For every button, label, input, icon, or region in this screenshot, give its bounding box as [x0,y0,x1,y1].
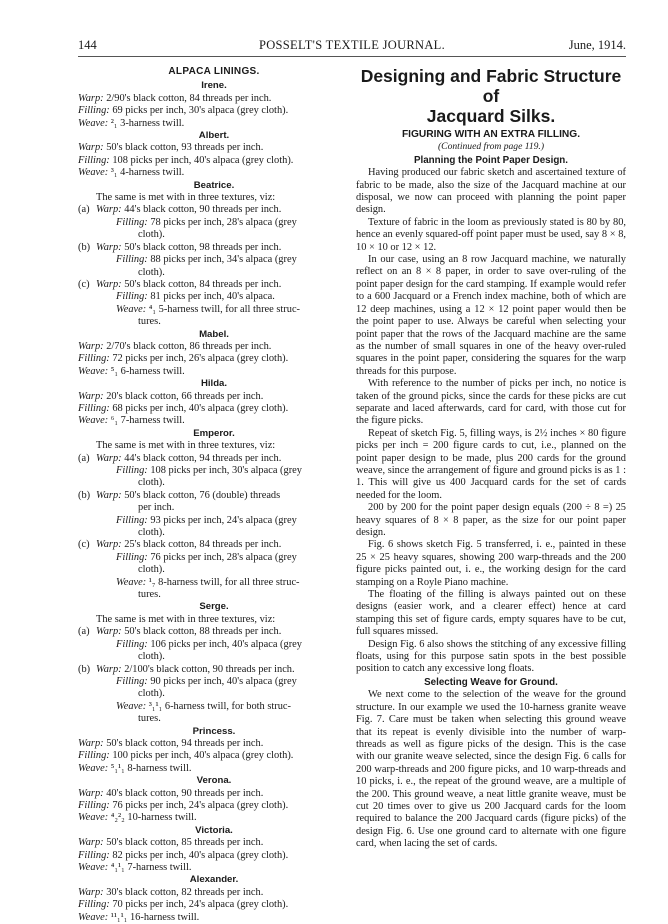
spec-label: Warp: [96,278,125,290]
spec-line [78,763,350,775]
spec-label: Filling: [78,105,113,117]
spec-line [78,589,350,601]
spec-value: 50's black cotton, 93 threads per inch. [106,142,264,154]
spec-line [78,639,350,651]
spec-value: 69 picks per inch, 30's alpaca (grey cloth). [112,105,289,117]
spec-label: Weave: [78,167,111,179]
spec-value: ⁴₁¹₁ 7-harness twill. [110,862,192,873]
spec-line [78,626,350,638]
spec-value: 72 picks per inch, 26's alpaca (grey cloth). [112,353,289,365]
spec-value: cloth). [138,564,165,576]
spec-line [78,899,350,911]
issue-date: June, 1914. [568,38,626,52]
spec-value: per inch. [138,502,175,514]
spec-line [78,490,350,502]
article-title-line-2: Jacquard Silks. [426,106,556,126]
spec-line [78,217,350,229]
spec-label: Warp: [96,539,125,551]
spec-label: Weave: [78,911,111,923]
spec-line [78,564,350,576]
spec-value: 108 picks per inch, 30's alpaca (grey [150,465,302,476]
spec-line [78,477,350,489]
spec-value: 44's black cotton, 90 threads per inch. [124,204,282,216]
spec-line [78,713,350,725]
article-title [356,66,626,126]
header-rule [78,56,626,57]
spec-label: Weave: [116,700,149,712]
spec-label: Filling: [78,402,113,414]
spec-value: tures. [138,713,161,725]
spec-label: Warp: [96,489,125,501]
running-head [78,38,626,54]
spec-value: cloth). [138,688,165,700]
body-paragraph: Repeat of sketch Fig. 5, filling ways, is 2½ inches × 80 figure picks per inch = 200 figure cards to cut, i.e., planned on the point paper design to be made, plus 200 cards for the ground weave, since the arrangement of figure and ground picks is as 1 : 1. This will give us 400 Jacquard cards for the set of cards needed for the loom. [356,427,626,501]
spec-line [78,304,350,316]
body-paragraph: 200 by 200 for the point paper design equals (200 ÷ 8 =) 25 heavy squares of 8 × 8 paper, as the size for our point paper design. [356,502,626,538]
spec-line [78,403,350,415]
spec-label: Filling: [116,291,151,303]
spec-label: Filling: [116,465,151,476]
spec-line [78,651,350,663]
spec-value: cloth). [138,527,165,539]
left-column [78,66,350,924]
heading-point-paper: Planning the Point Paper Design. [413,154,569,166]
spec-label: Weave: [78,812,111,824]
spec-line [78,701,350,713]
spec-label: Warp: [78,92,107,104]
spec-value: ⁴₁ 5-harness twill, for all three struc- [148,303,301,315]
spec-label: Weave: [78,365,111,377]
spec-line [78,353,350,365]
spec-value: ⁴₂²₂ 10-harness twill. [110,812,197,824]
spec-line [78,366,350,378]
body-section-2 [356,689,626,850]
spec-value: 50's black cotton, 76 (double) threads [124,489,281,501]
spec-label: Warp: [78,886,107,898]
spec-value: 25's black cotton, 84 threads per inch. [124,539,282,551]
page-number: 144 [78,38,97,52]
spec-label: Warp: [78,837,107,849]
fabric-name: Albert. [198,130,230,142]
spec-label: Warp: [96,452,125,464]
spec-line [78,254,350,266]
option-label: (c) [78,278,90,290]
option-label: (c) [78,539,90,551]
spec-value: cloth). [138,266,165,278]
spec-line [78,291,350,303]
spec-line [78,192,350,204]
body-section-1 [356,167,626,676]
spec-value: 50's black cotton, 88 threads per inch. [124,626,282,638]
spec-line [78,155,350,167]
fabric-name: Mabel. [199,328,229,340]
spec-label: Warp: [78,340,107,352]
spec-value: ⁵₁ 6-harness twill. [110,365,185,377]
spec-line [78,837,350,849]
fabric-name: Beatrice. [193,179,235,191]
spec-value: cloth). [138,229,165,241]
spec-value: 50's black cotton, 94 threads per inch. [106,737,264,749]
fabric-name: Emperor. [193,427,235,439]
spec-label: Warp: [78,787,107,799]
spec-line [78,440,350,452]
spec-value: 50's black cotton, 84 threads per inch. [124,278,282,290]
spec-line [78,279,350,291]
fabric-name: Serge. [199,601,229,613]
spec-label: Weave: [78,117,111,129]
spec-value: 30's black cotton, 82 threads per inch. [106,886,264,898]
spec-line [78,391,350,403]
spec-line [78,664,350,676]
spec-label: Filling: [78,899,113,911]
journal-title: POSSELT'S TEXTILE JOURNAL. [258,38,446,52]
body-paragraph: With reference to the number of picks per inch, no notice is taken of the ground picks, since the cards for these picks are cut separate and laced afterwards, card for card, with those cut for the figure picks. [356,378,626,427]
spec-value: 93 picks per inch, 24's alpaca (grey [150,514,297,526]
spec-line [78,577,350,589]
spec-label: Warp: [78,737,107,749]
spec-line [78,539,350,551]
body-paragraph: Having produced our fabric sketch and ascertained texture of fabric to be made, also the size of the Jacquard machine at our disposal, we now can proceed with planning the point paper design. [356,167,626,216]
spec-label: Weave: [116,303,149,315]
spec-line [78,688,350,700]
spec-value: 90 picks per inch, 40's alpaca (grey [150,675,297,687]
spec-line [78,415,350,427]
spec-line [78,453,350,465]
spec-line [78,242,350,254]
spec-label: Filling: [116,675,151,687]
body-paragraph: In our case, using an 8 row Jacquard machine, we naturally reflect on an 8 × 8 paper, in order to save over-ruling of the point paper design for the card stamping. If example would refer to a 600 Jacquard or a French index machine, both of which are 12 deep machines, using a 12 × 12 point paper would then be the point paper to use. Always be careful when selecting your point paper that the rows of the Jacquard machine are the same as the number of small squares in one of the heavy over-ruled squares in the point paper, considering the squares for the warp threads for this purpose. [356,254,626,377]
spec-label: Warp: [78,142,107,154]
fabric-name: Alexander. [189,874,239,886]
spec-value: 82 picks per inch, 40's alpaca (grey cloth). [112,849,289,861]
spec-value: 81 picks per inch, 40's alpaca. [150,291,275,303]
spec-line [78,738,350,750]
spec-value: 2/100's black cotton, 90 threads per inch. [124,663,295,675]
spec-label: Weave: [78,762,111,774]
fabric-name: Irene. [201,80,227,92]
spec-value: 2/90's black cotton, 84 threads per inch. [106,92,272,104]
option-label: (a) [78,204,90,216]
spec-line [78,229,350,241]
spec-line [78,800,350,812]
spec-label: Filling: [116,216,151,228]
spec-label: Filling: [116,638,151,650]
spec-value: 108 picks per inch, 40's alpaca (grey cloth). [112,154,294,166]
spec-line [78,515,350,527]
spec-value: ¹¹₁¹₁ 16-harness twill. [110,911,200,923]
article-subtitle: FIGURING WITH AN EXTRA FILLING. [401,129,581,140]
spec-value: 78 picks per inch, 28's alpaca (grey [150,216,297,228]
spec-value: The same is met with in three textures, viz: [96,613,276,625]
spec-label: Filling: [116,551,151,563]
spec-line [78,750,350,762]
right-column [356,66,626,851]
spec-line [78,341,350,353]
spec-line [78,316,350,328]
option-label: (b) [78,663,91,675]
spec-value: ³₁ 4-harness twill. [110,167,185,179]
article-title-line-1: Designing and Fabric Structure of [360,66,622,106]
body-paragraph: Design Fig. 6 also shows the stitching of any excessive filling floats, using for this purpose satin spots in the best possible position to catch any excessive long floats. [356,638,626,675]
spec-value: cloth). [138,477,165,489]
spec-line [78,502,350,514]
spec-line [78,527,350,539]
spec-value: cloth). [138,651,165,663]
heading-ground-weave: Selecting Weave for Ground. [424,676,558,688]
spec-label: Weave: [78,862,111,873]
spec-line [78,862,350,874]
body-paragraph: Texture of fabric in the loom as previously stated is 80 by 80, hence an evenly squared-off point paper must be used, say 8 × 8, 10 × 10 or 12 × 12. [356,216,626,253]
option-label: (a) [78,626,90,638]
body-paragraph: The floating of the filling is always painted out on these designs (easier work, and a clearer effect) hence at card stamping this set of figure cards, empty squares have to be cut, full squares missed. [356,589,626,638]
spec-value: 76 picks per inch, 28's alpaca (grey [150,551,297,563]
spec-value: 40's black cotton, 90 threads per inch. [106,787,264,799]
spec-value: 76 picks per inch, 24's alpaca (grey cloth). [112,799,289,811]
spec-label: Warp: [96,204,125,216]
spec-label: Filling: [78,750,113,762]
spec-label: Filling: [78,849,113,861]
body-paragraph: Fig. 6 shows sketch Fig. 5 transferred, i. e., painted in these 25 × 25 heavy squares, showing 200 warp-threads and the 200 figure picks painted out, i. e., the working design for the card stamping on a Royle Piano machine. [356,539,626,588]
section-title: ALPACA LININGS. [168,66,260,77]
spec-line [78,676,350,688]
spec-line [78,204,350,216]
spec-line [78,614,350,626]
spec-label: Filling: [78,799,113,811]
fabric-name: Victoria. [195,824,233,836]
spec-label: Weave: [78,415,111,427]
spec-value: The same is met with in three textures, viz: [96,440,276,452]
spec-line [78,93,350,105]
fabric-name: Verona. [196,775,232,787]
spec-label: Warp: [96,626,125,638]
spec-value: 70 picks per inch, 24's alpaca (grey cloth). [112,899,289,911]
fabric-name: Hilda. [200,378,228,390]
spec-value: 68 picks per inch, 40's alpaca (grey cloth). [112,402,289,414]
fabric-spec-list [78,80,350,924]
spec-line [78,465,350,477]
spec-line [78,788,350,800]
spec-line [78,552,350,564]
body-paragraph: We next come to the selection of the weave for the ground structure. In our example we used the 10-harness granite weave Fig. 7. Care must be taken when selecting this ground weave that its repeat is evenly divisible into the number of warp-threads as well as figure picks of the design. This is the case with our granite weave selected, since the design Fig. 6 calls for 200 warp-threads and 200 figure picks, and 10 warp-threads and 10 picks, i. e., the repeat of the ground weave, are a multiple of the 200. This ground weave, a neat little granite weave, must be cut 20 times over to give us 200 Jacquard cards for the loom required to balance the 200 Jacquard cards (figure picks) of the design Fig. 6. Use one ground card to alternate with one figure card, when lacing the set of cards. [356,689,626,850]
spec-value: The same is met with in three textures, viz: [96,192,276,204]
spec-label: Filling: [78,154,113,166]
spec-value: 106 picks per inch, 40's alpaca (grey [150,638,302,650]
spec-label: Weave: [116,576,149,588]
spec-value: ³₁¹₁ 6-harness twill, for both struc- [148,700,291,712]
spec-value: ⁵₁¹₁ 8-harness twill. [110,762,192,774]
spec-label: Warp: [78,390,107,402]
spec-label: Filling: [116,254,151,266]
spec-value: tures. [138,589,161,601]
spec-value: 88 picks per inch, 34's alpaca (grey [150,254,297,266]
spec-line [78,142,350,154]
spec-label: Warp: [96,241,125,253]
spec-value: tures. [138,316,161,328]
spec-label: Filling: [78,353,113,365]
spec-line [78,912,350,924]
fabric-name: Princess. [192,725,236,737]
spec-line [78,105,350,117]
spec-label: Warp: [96,663,125,675]
option-label: (b) [78,489,91,501]
spec-value: ²₁ 3-harness twill. [110,117,185,129]
spec-line [78,887,350,899]
spec-value: ¹₇ 8-harness twill, for all three struc- [148,576,300,588]
spec-line [78,167,350,179]
spec-line [78,118,350,130]
spec-line [78,850,350,862]
spec-value: 50's black cotton, 85 threads per inch. [106,837,264,849]
spec-line [78,267,350,279]
spec-value: ⁶₁ 7-harness twill. [110,415,185,427]
spec-value: 44's black cotton, 94 threads per inch. [124,452,282,464]
spec-value: 50's black cotton, 98 threads per inch. [124,241,282,253]
continued-note: (Continued from page 119.) [437,141,545,153]
spec-label: Filling: [116,514,151,526]
spec-value: 100 picks per inch, 40's alpaca (grey cloth). [112,750,294,762]
spec-value: 2/70's black cotton, 86 threads per inch. [106,340,272,352]
spec-value: 20's black cotton, 66 threads per inch. [106,390,264,402]
spec-line [78,812,350,824]
option-label: (a) [78,452,90,464]
option-label: (b) [78,241,91,253]
